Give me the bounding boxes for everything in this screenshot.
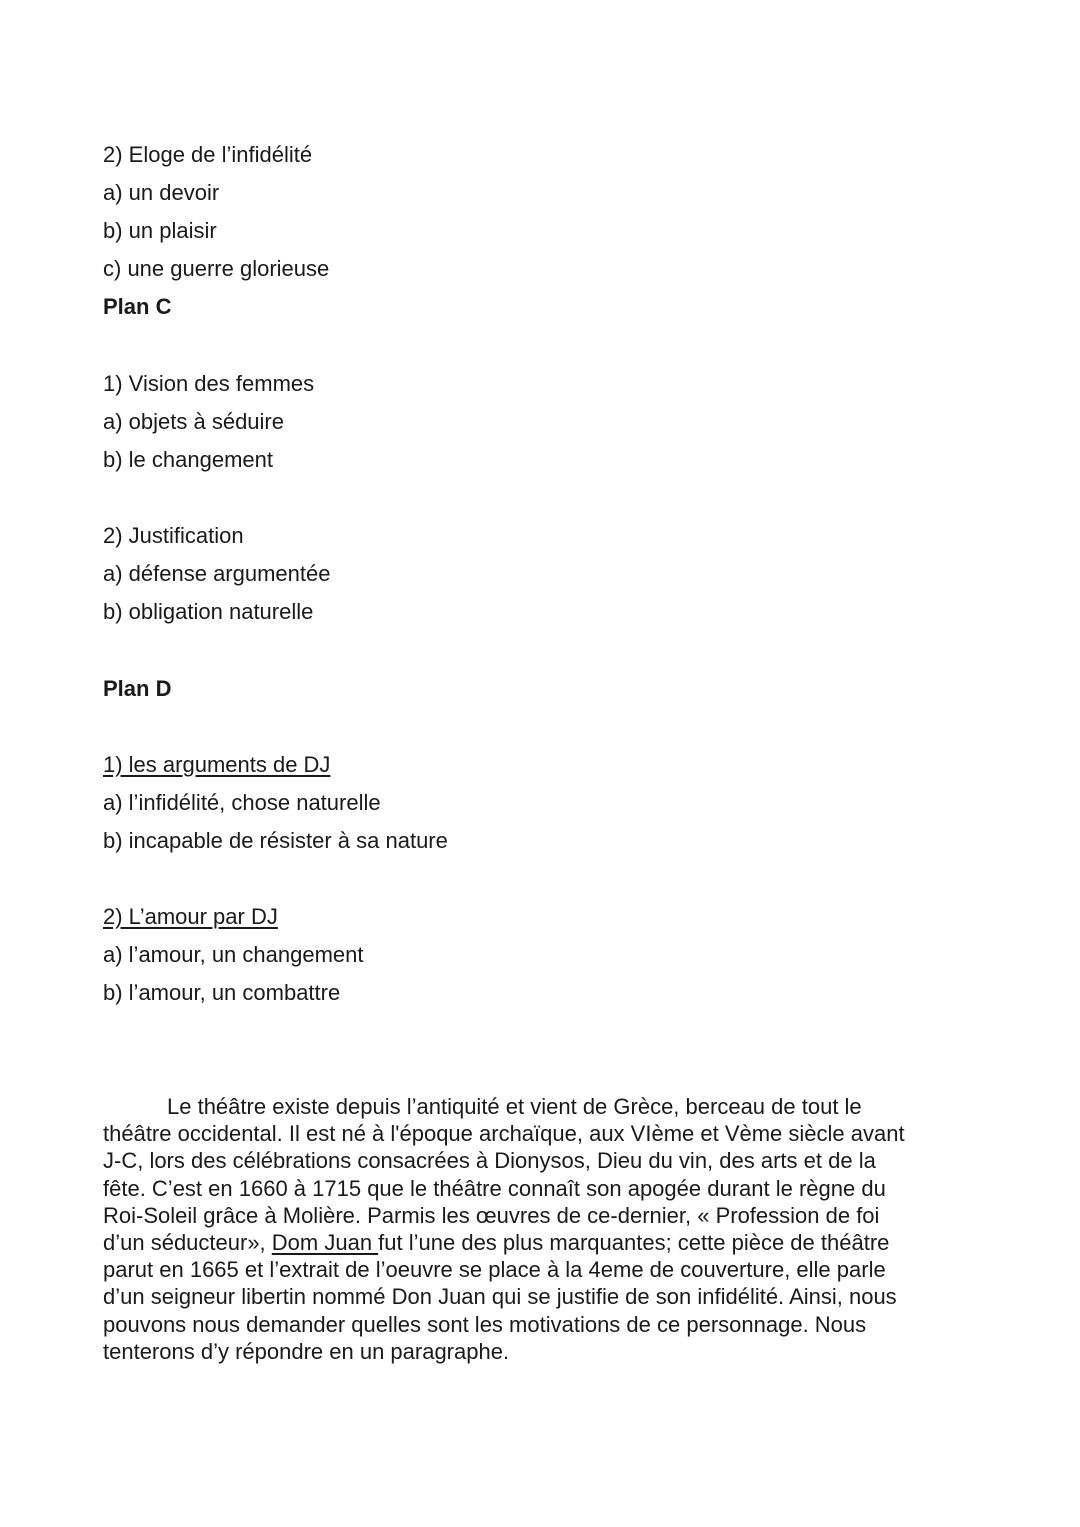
- plan-d-part2-item-b: b) l’amour, un combattre: [103, 980, 341, 1005]
- intro-line-with-title: [103, 1229, 983, 1256]
- work-title-link: Dom Juan: [271, 1230, 379, 1256]
- intro-line: J-C, lors des célébrations consacrées à Dionysos, Dieu du vin, des arts et de la: [103, 1148, 876, 1174]
- intro-line: fête. C’est en 1660 à 1715 que le théâtre connaît son apogée durant le règne du: [103, 1175, 886, 1201]
- plan-c-part2-item-b: b) obligation naturelle: [103, 599, 314, 624]
- plan-d-part1-item-a: a) l’infidélité, chose naturelle: [103, 790, 381, 815]
- intro-line: d’un seigneur libertin nommé Don Juan qui se justifie de son infidélité. Ainsi, nous: [103, 1284, 897, 1310]
- plan-c-part1-item-a: a) objets à séduire: [103, 409, 284, 434]
- intro-line: Roi-Soleil grâce à Molière. Parmis les œuvres de ce-dernier, « Profession de foi: [103, 1202, 880, 1228]
- plan-d-part1-heading: 1) les arguments de DJ: [103, 752, 331, 777]
- plan-b-part2-heading: 2) Eloge de l’infidélité: [103, 142, 313, 167]
- plan-d-part2-item-a: a) l’amour, un changement: [103, 942, 364, 967]
- intro-line: Le théâtre existe depuis l’antiquité et vient de Grèce, berceau de tout le: [167, 1094, 862, 1119]
- intro-line: parut en 1665 et l’extrait de l’oeuvre se place à la 4eme de couverture, elle parle: [103, 1257, 886, 1283]
- plan-c-title: Plan C: [103, 294, 172, 319]
- plan-b-part2-item-a: a) un devoir: [103, 180, 220, 205]
- plan-c-part2-item-a: a) défense argumentée: [103, 561, 331, 586]
- intro-paragraph: [103, 1093, 983, 1365]
- plan-b-part2-item-c: c) une guerre glorieuse: [103, 256, 330, 281]
- intro-text: fut l’une des plus marquantes; cette pièce de théâtre: [378, 1230, 890, 1256]
- plan-b-part2-item-b: b) un plaisir: [103, 218, 217, 243]
- plan-c-part2-heading: 2) Justification: [103, 523, 244, 548]
- plan-c-part1-heading: 1) Vision des femmes: [103, 371, 315, 396]
- plan-d-part1-item-b: b) incapable de résister à sa nature: [103, 828, 448, 853]
- plan-d-part2-heading: 2) L’amour par DJ: [103, 904, 278, 929]
- intro-text: d’un séducteur»,: [103, 1230, 272, 1256]
- plan-d-title: Plan D: [103, 676, 172, 701]
- plan-c-part1-item-b: b) le changement: [103, 447, 273, 472]
- intro-line: pouvons nous demander quelles sont les motivations de ce personnage. Nous: [103, 1311, 867, 1337]
- intro-line: théâtre occidental. Il est né à l'époque archaïque, aux VIème et Vème siècle avant: [103, 1121, 905, 1147]
- intro-line: tenterons d’y répondre en un paragraphe.: [103, 1338, 510, 1364]
